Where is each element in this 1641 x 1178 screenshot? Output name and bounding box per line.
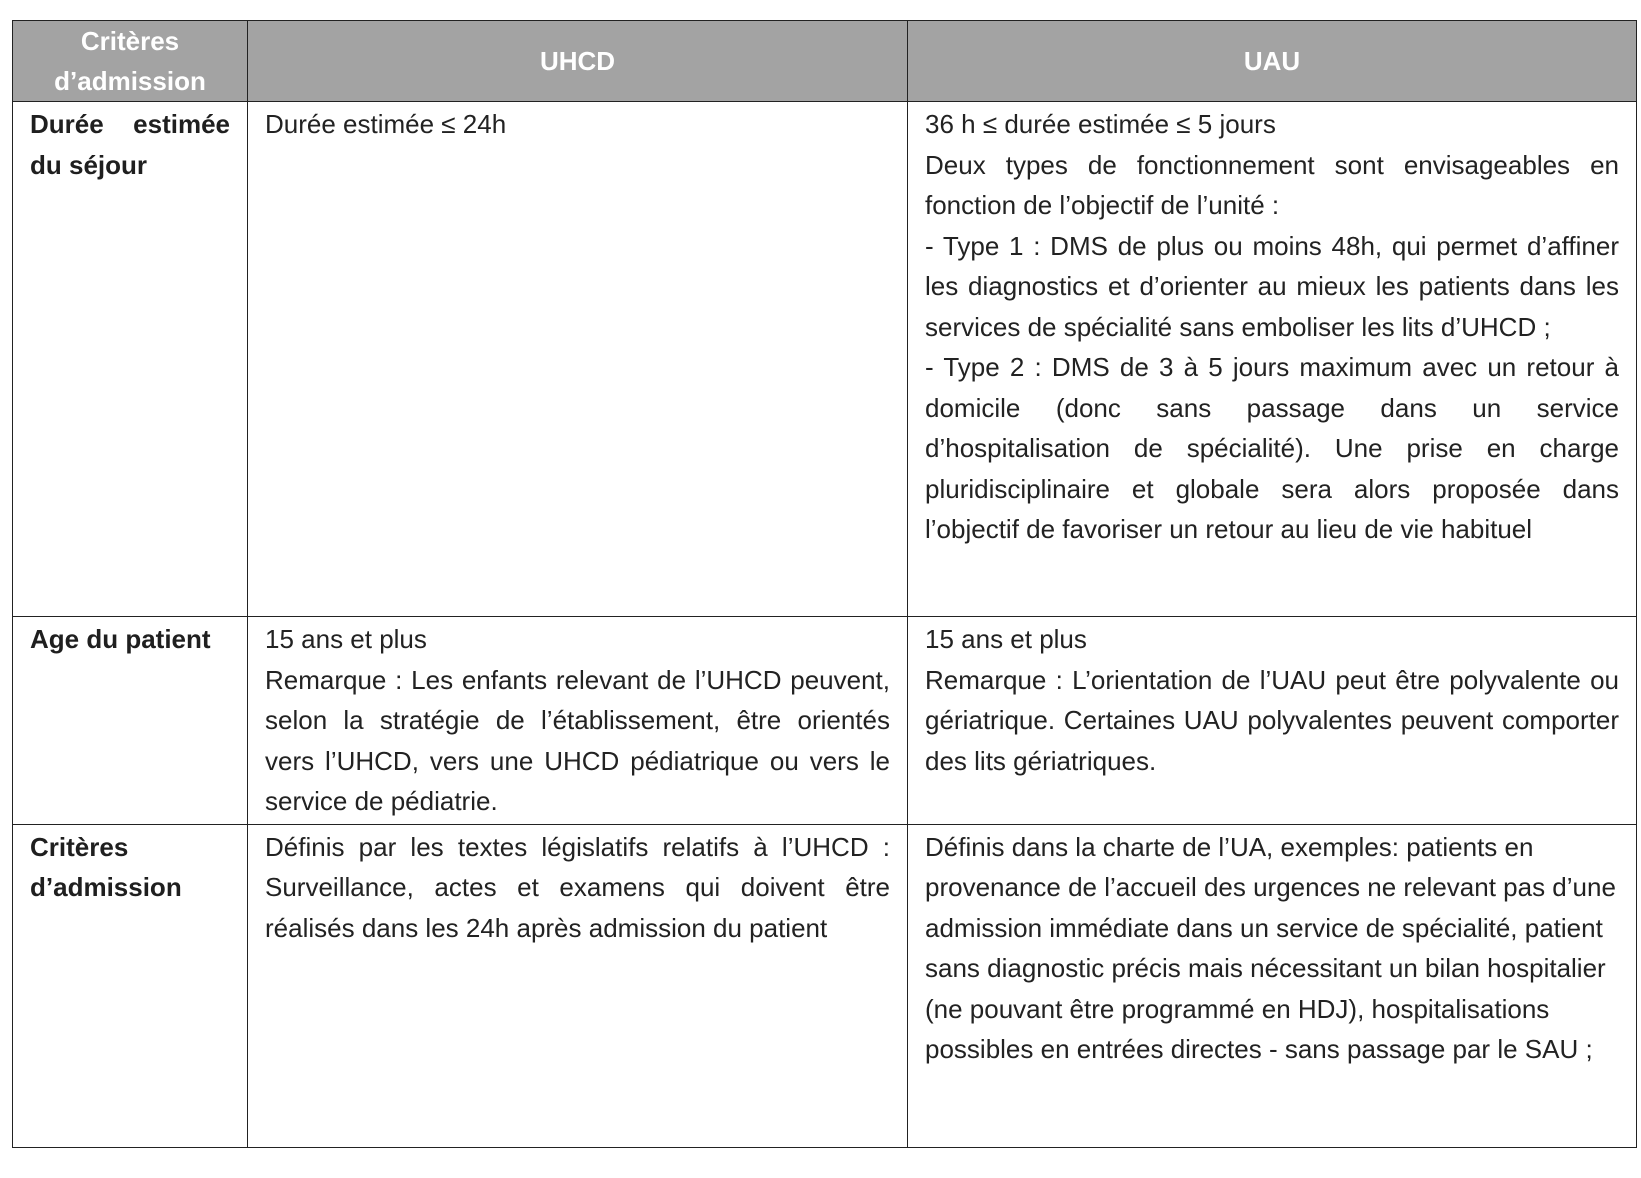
header-uhcd: UHCD: [248, 21, 908, 102]
cell-text: 36 h ≤ durée estimée ≤ 5 jours: [925, 109, 1276, 139]
table-header: [13, 21, 1637, 102]
table-row-criteres: [13, 824, 1637, 1147]
header-uau: UAU: [908, 21, 1637, 102]
cell-text: Remarque : Les enfants relevant de l’UHCD peuvent, selon la stratégie de l’établissement, être orientés vers l’UHCD, vers une UHCD pédiatrique ou vers le service de pédiatrie.: [265, 664, 890, 816]
cell-uau-age: [908, 617, 1637, 825]
table-row-age: [13, 617, 1637, 825]
cell-uhcd-age: [248, 617, 908, 825]
table-body: [13, 102, 1637, 1148]
cell-uau-duree: [908, 102, 1637, 617]
cell-text: Deux types de fonctionnement sont envisageables en fonction de l’objectif de l’unité :: [925, 149, 1619, 220]
cell-text: 15 ans et plus: [265, 624, 427, 654]
cell-text: - Type 2 : DMS de 3 à 5 jours maximum avec un retour à domicile (donc sans passage dans un service d’hospitalisation de spécialité). Une prise en charge pluridisciplinaire et globale sera alors proposée dans l’objectif de favoriser un retour au lieu de vie habituel: [925, 352, 1619, 544]
header-criteria: Critères d’admission: [13, 21, 248, 102]
cell-text: Durée estimée ≤ 24h: [265, 109, 507, 139]
table-row-duree: [13, 102, 1637, 617]
cell-text: Définis par les textes législatifs relatifs à l’UHCD : Surveillance, actes et examens qui doivent être réalisés dans les 24h après admission du patient: [265, 831, 890, 943]
cell-text: - Type 1 : DMS de plus ou moins 48h, qui permet d’affiner les diagnostics et d’orienter au mieux les patients dans les services de spécialité sans emboliser les lits d’UHCD ;: [925, 230, 1619, 342]
cell-uhcd-duree: [248, 102, 908, 617]
cell-text: Remarque : L’orientation de l’UAU peut être polyvalente ou gériatrique. Certaines UAU polyvalentes peuvent comporter des lits gériatriques.: [925, 664, 1619, 776]
cell-text: 15 ans et plus: [925, 624, 1087, 654]
row-label-duree: Durée estimée du séjour: [13, 102, 248, 617]
header-row: [13, 21, 1637, 102]
row-label-age: Age du patient: [13, 617, 248, 825]
cell-uau-criteres: [908, 824, 1637, 1147]
row-label-criteres: Critères d’admission: [13, 824, 248, 1147]
cell-text: Définis dans la charte de l’UA, exemples: patients en provenance de l’accueil des urgences ne relevant pas d’une admission immédiate dans un service de spécialité, patient sans diagnostic précis mais nécessitant un bilan hospitalier (ne pouvant être programmé en HDJ), hospitalisations possibles en entrées directes - sans passage par le SAU ;: [925, 831, 1616, 1064]
cell-uhcd-criteres: [248, 824, 908, 1147]
admission-criteria-table: [12, 20, 1637, 1148]
